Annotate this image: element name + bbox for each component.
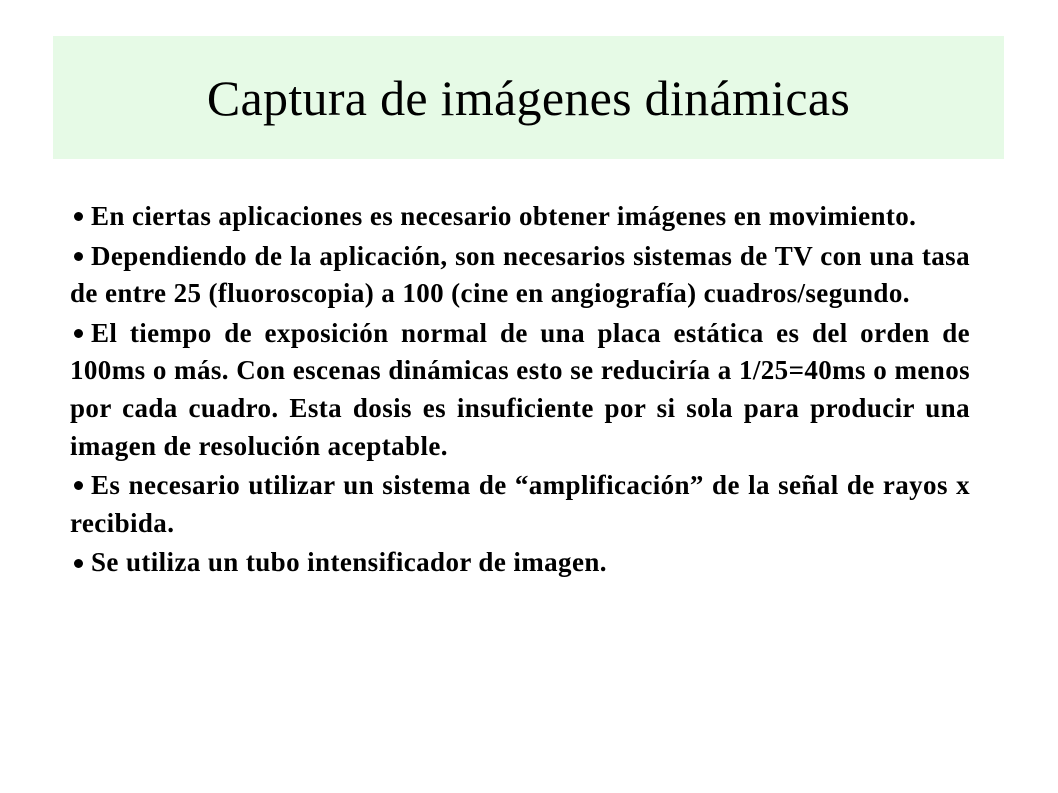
bullet-text: Es necesario utilizar un sistema de “amplificación” de la señal de rayos x recibida.: [70, 470, 970, 538]
bullet-text: Se utiliza un tubo intensificador de imagen.: [91, 547, 607, 578]
bullet-dot-icon: [74, 329, 83, 338]
bullet-dot-icon: [74, 212, 83, 221]
bullet-item: [70, 467, 970, 542]
bullet-item: [70, 315, 970, 465]
bullet-list: [70, 198, 970, 584]
bullet-item: [70, 544, 970, 582]
bullet-dot-icon: [74, 481, 83, 490]
title-band: [53, 36, 1004, 159]
bullet-dot-icon: [74, 252, 83, 261]
bullet-text: El tiempo de exposición normal de una placa estática es del orden de 100ms o más. Con escenas dinámicas esto se reduciría a 1/25=40ms o menos por cada cuadro. Esta dosis es insuficiente por si sola para producir una imagen de resolución aceptable.: [70, 317, 970, 461]
bullet-item: [70, 198, 970, 236]
slide-title: Captura de imágenes dinámicas: [206, 69, 851, 126]
bullet-text: Dependiendo de la aplicación, son necesarios sistemas de TV con una tasa de entre 25 (fluoroscopia) a 100 (cine en angiografía) cuadros/segundo.: [70, 240, 970, 309]
bullet-dot-icon: [74, 559, 83, 568]
bullet-text: En ciertas aplicaciones es necesario obtener imágenes en movimiento.: [91, 201, 917, 231]
bullet-item: [70, 238, 970, 313]
